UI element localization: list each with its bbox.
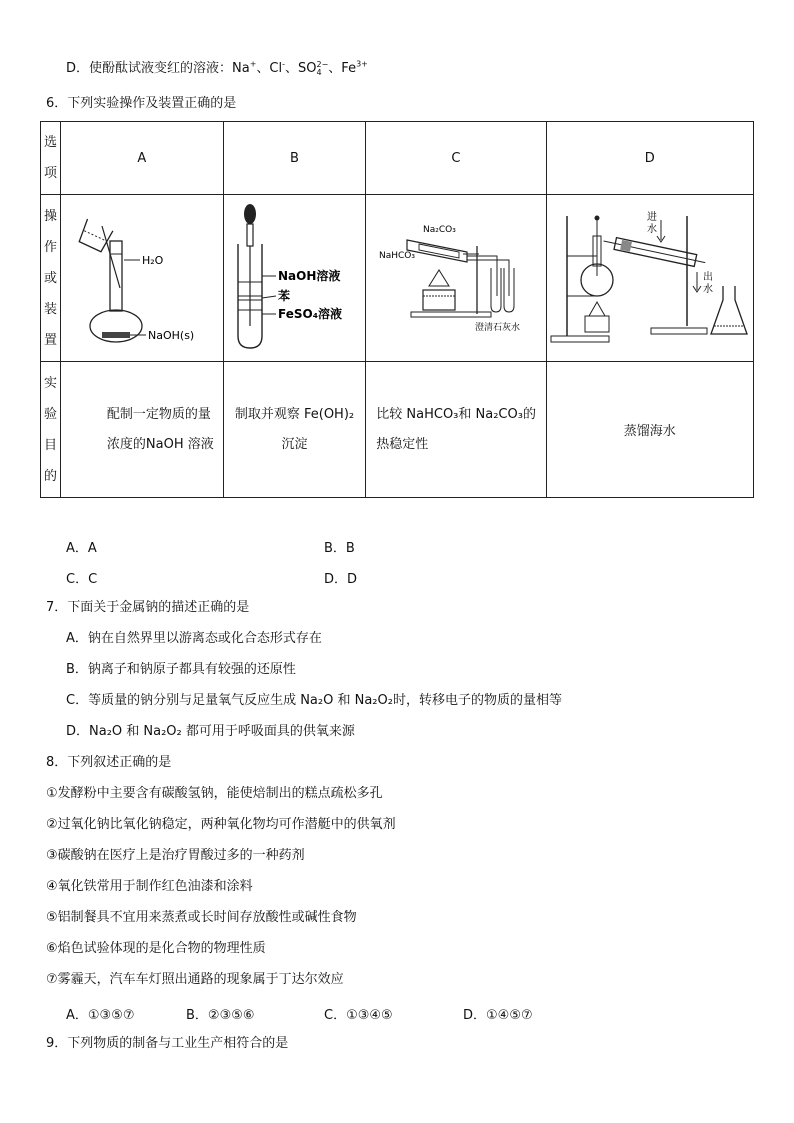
alcohol-lamp-icon bbox=[423, 290, 455, 310]
q7-option-d[interactable]: D．Na₂O 和 Na₂O₂ 都可用于呼吸面具的供氧来源 bbox=[66, 724, 355, 739]
q7-option-c[interactable]: C．等质量的钠分别与足量氧气反应生成 Na₂O 和 Na₂O₂时，转移电子的物质的量相等 bbox=[66, 693, 562, 708]
purpose-c: 比较 NaHCO₃和 Na₂CO₃的 热稳定性 bbox=[366, 362, 546, 498]
stand-base bbox=[411, 312, 491, 317]
diagram-a-cell bbox=[60, 195, 223, 362]
q6-option-a[interactable]: A．A bbox=[66, 541, 97, 556]
svg-text:NaOH溶液: NaOH溶液 bbox=[278, 269, 341, 283]
q7-option-a[interactable]: A．钠在自然界里以游离态或化合态形式存在 bbox=[66, 631, 322, 646]
col-label-c: C bbox=[366, 122, 546, 195]
q5-option-d: D．使酚酞试液变红的溶液：Na+、Cl-、SO 2− 4 、$Fe^{3+}$ bbox=[66, 59, 368, 77]
svg-text:NaOH(s): NaOH(s) bbox=[147, 329, 194, 342]
dropper-bulb-icon bbox=[244, 204, 256, 224]
svg-text:水: 水 bbox=[647, 224, 658, 235]
purpose-a: 配制一定物质的量 浓度的NaOH 溶液 bbox=[60, 362, 223, 498]
q8-option-a[interactable]: A．①③⑤⑦ bbox=[66, 1008, 135, 1023]
naoh-solid-icon bbox=[102, 332, 130, 338]
svg-text:澄清石灰水: 澄清石灰水 bbox=[474, 323, 520, 333]
q6-table bbox=[40, 121, 754, 498]
q8-item-2: ②过氧化钠比氧化钠稳定，两种氧化物均可作潜艇中的供氧剂 bbox=[46, 817, 396, 832]
diagram-c-cell bbox=[366, 195, 546, 362]
svg-text:出: 出 bbox=[703, 272, 714, 283]
svg-text:苯: 苯 bbox=[278, 289, 291, 303]
receiver-tube-1 bbox=[491, 268, 501, 312]
header-cell-purpose: 实 验 目 的 bbox=[41, 362, 61, 498]
conical-flask-icon bbox=[711, 286, 747, 334]
lamp-flame-icon bbox=[429, 270, 449, 286]
q8-item-4: ④氧化铁常用于制作红色油漆和涂料 bbox=[46, 879, 253, 894]
q9-stem: 9．下列物质的制备与工业生产相符合的是 bbox=[46, 1036, 289, 1051]
q8-option-b[interactable]: B．②③⑤⑥ bbox=[186, 1008, 255, 1023]
distillation-diagram bbox=[547, 196, 752, 356]
q6-option-c[interactable]: C．C bbox=[66, 572, 98, 587]
q8-item-6: ⑥焰色试验体现的是化合物的物理性质 bbox=[46, 941, 266, 956]
q8-stem: 8．下列叙述正确的是 bbox=[46, 755, 172, 770]
purpose-d: 蒸馏海水 bbox=[546, 362, 753, 498]
col-label-a: A bbox=[60, 122, 223, 195]
col-label-d: D bbox=[546, 122, 753, 195]
q6-stem: 6．下列实验操作及装置正确的是 bbox=[46, 96, 237, 111]
volumetric-flask-diagram bbox=[62, 196, 222, 356]
right-stand-base bbox=[651, 328, 707, 334]
col-label-b: B bbox=[223, 122, 366, 195]
svg-text:FeSO₄溶液: FeSO₄溶液 bbox=[278, 307, 343, 321]
q8-item-5: ⑤铝制餐具不宜用来蒸煮或长时间存放酸性或碱性食物 bbox=[46, 910, 357, 925]
svg-text:进: 进 bbox=[647, 212, 658, 223]
diagram-d-cell bbox=[546, 195, 753, 362]
q7-option-b[interactable]: B．钠离子和钠原子都具有较强的还原性 bbox=[66, 662, 296, 677]
diagram-b-cell bbox=[223, 195, 366, 362]
q8-item-3: ③碳酸钠在医疗上是治疗胃酸过多的一种药剂 bbox=[46, 848, 305, 863]
q6-option-d[interactable]: D．D bbox=[324, 572, 358, 587]
q7-stem: 7．下面关于金属钠的描述正确的是 bbox=[46, 600, 250, 615]
q8-option-c[interactable]: C．①③④⑤ bbox=[324, 1008, 393, 1023]
q8-option-d[interactable]: D．①④⑤⑦ bbox=[463, 1008, 533, 1023]
outer-tube bbox=[407, 240, 467, 262]
header-cell-apparatus: 操 作 或 装 置 bbox=[41, 195, 61, 362]
q8-item-7: ⑦雾霾天，汽车车灯照出通路的现象属于丁达尔效应 bbox=[46, 972, 344, 987]
left-stand-base bbox=[551, 336, 609, 342]
purpose-b: 制取并观察 Fe(OH)₂ 沉淀 bbox=[223, 362, 366, 498]
svg-text:H₂O: H₂O bbox=[141, 254, 164, 267]
beaker-icon bbox=[77, 219, 113, 253]
svg-text:水: 水 bbox=[703, 284, 714, 295]
header-cell-option: 选 项 bbox=[41, 122, 61, 195]
q8-item-1: ①发酵粉中主要含有碳酸氢钠，能使焙制出的糕点疏松多孔 bbox=[46, 786, 383, 801]
test-tube-diagram bbox=[224, 196, 364, 356]
q6-option-b[interactable]: B．B bbox=[324, 541, 355, 556]
svg-text:NaHCO₃: NaHCO₃ bbox=[378, 251, 415, 261]
thermal-stability-diagram bbox=[367, 196, 545, 356]
svg-text:Na₂CO₃: Na₂CO₃ bbox=[422, 225, 456, 235]
